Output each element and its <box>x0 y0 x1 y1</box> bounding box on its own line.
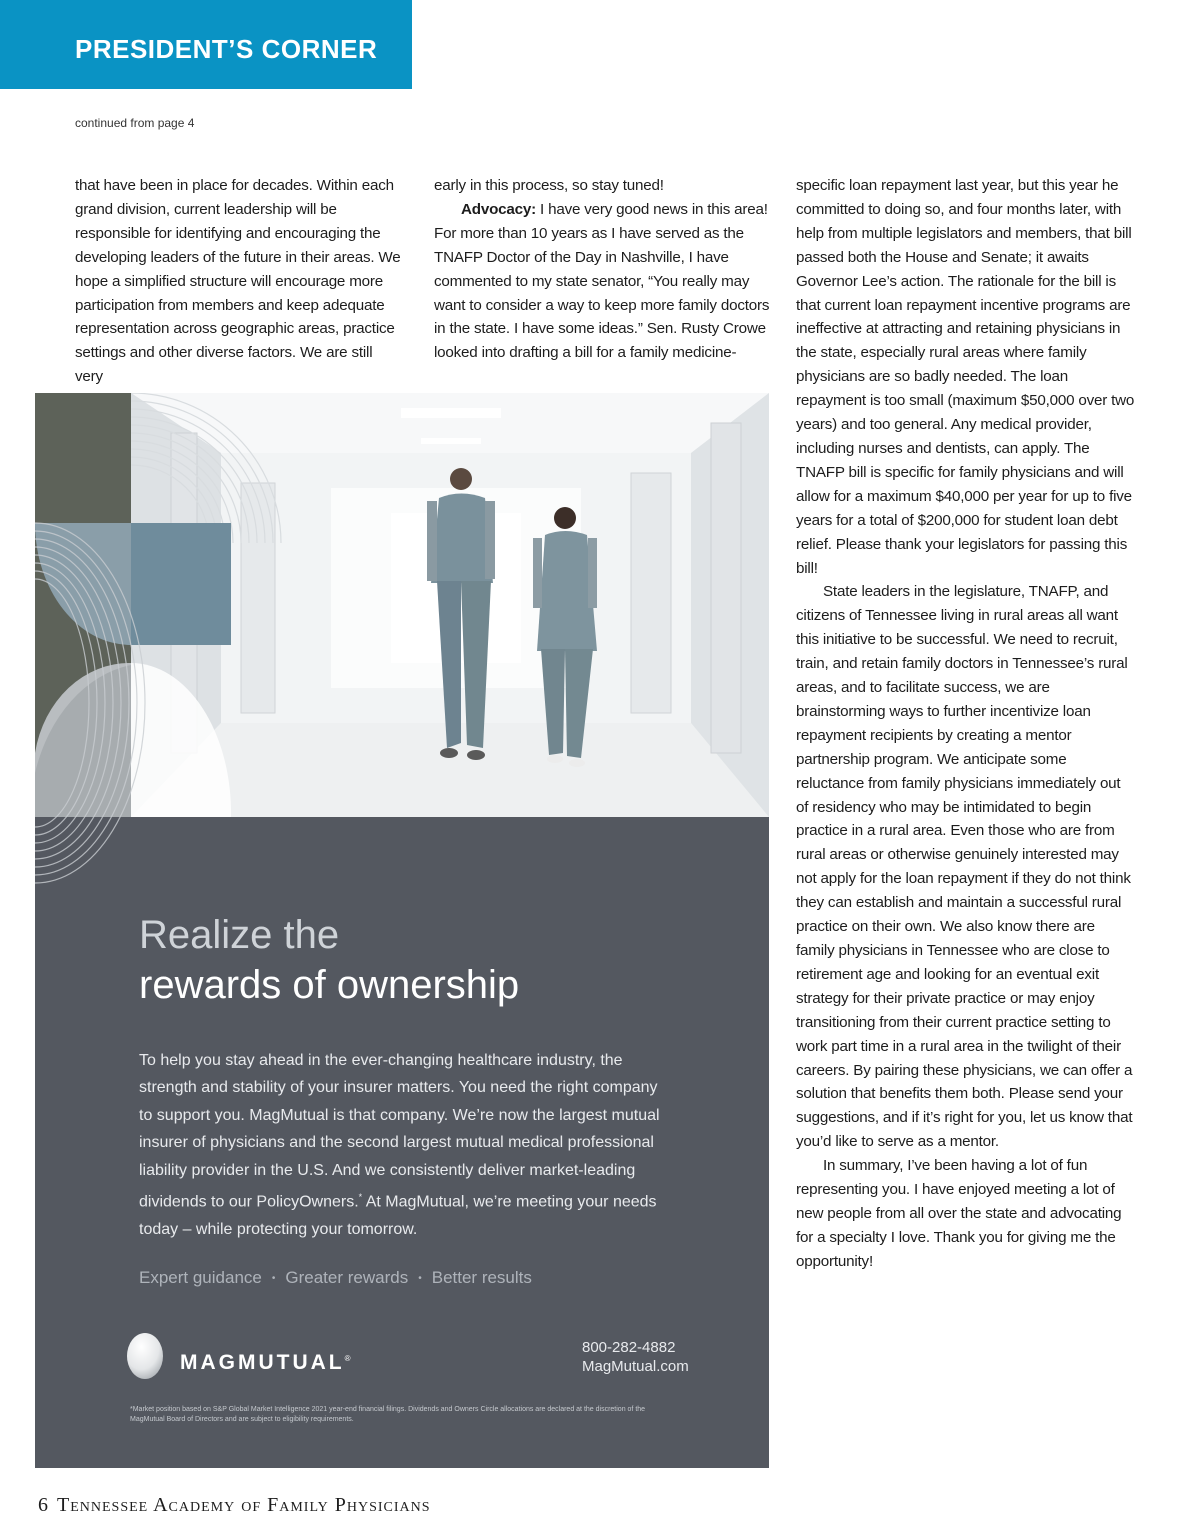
paragraph: early in this process, so stay tuned! <box>434 177 664 194</box>
tagline-item: Expert guidance <box>139 1268 262 1287</box>
article-column-2 <box>434 174 770 365</box>
magmutual-egg-logo-icon <box>125 1328 165 1380</box>
section-header-tab <box>0 0 412 89</box>
bullet-separator: • <box>418 1273 422 1285</box>
paragraph: State leaders in the legislature, TNAFP, and citizens of Tennessee living in rural areas all want this initiative to be successful. We need to recruit, train, and retain family doctors in Tennessee’s rural areas, and to facilitate success, we are brainstorming ways to further incentivize loan repayment recipients by creating a mentor partnership program. We anticipate some reluctance from family physicians immediately out of residency who may be intimidated to begin practice in a rural area. Even those who are from rural areas or otherwise genuinely interested may not apply for the loan repayment if they do not think they can establish and maintain a successful rural practice on their own. We also know there are family physicians in Tennessee who are close to retirement age and looking for an eventual exit strategy for their private practice or may enjoy transitioning from their current practice setting to work part time in a rural area in the twilight of their careers. By pairing these physicians, we can offer a solution that benefits them both. Please send your suggestions, and if it’s right for you, let us know that you’d like to serve as a mentor. <box>796 583 1133 1151</box>
advocacy-lead: Advocacy: <box>461 200 537 218</box>
ad-headline-line-1: Realize the <box>139 913 340 957</box>
ad-tagline <box>139 1268 532 1288</box>
magmutual-wordmark <box>180 1351 351 1375</box>
publication-name: Tennessee Academy of Family Physicians <box>57 1494 431 1516</box>
tagline-item: Better results <box>431 1268 532 1287</box>
wordmark-text: MAGMUTUAL <box>180 1351 345 1374</box>
ad-headline-line-2: rewards of ownership <box>139 963 520 1007</box>
ad-website-link[interactable]: MagMutual.com <box>582 1358 689 1375</box>
paragraph-advocacy <box>434 198 770 365</box>
continued-note: continued from page 4 <box>75 116 195 130</box>
ad-body-copy <box>139 1047 669 1243</box>
magmutual-advertisement[interactable] <box>35 393 769 1468</box>
page-number: 6 <box>38 1494 49 1516</box>
tagline-item: Greater rewards <box>285 1268 409 1287</box>
article-column-3 <box>796 174 1136 1274</box>
ad-phone-number[interactable]: 800-282-4882 <box>582 1339 676 1356</box>
bullet-separator: • <box>271 1273 276 1285</box>
ad-body-part-1: To help you stay ahead in the ever-changing healthcare industry, the strength and stability of your insurer matters. You need the right company to support you. MagMutual is that company. We’re now the largest mutual insurer of physicians and the second largest mutual medical professional liability provider in the U.S. And we consistently deliver market-leading dividends to our PolicyOwners. <box>139 1052 660 1211</box>
registered-mark: ® <box>344 1354 351 1363</box>
page-footer <box>38 1494 431 1517</box>
article-column-1 <box>75 174 403 389</box>
footnote-mark: * <box>358 1192 363 1203</box>
section-title: PRESIDENT’S CORNER <box>75 34 378 64</box>
paragraph: specific loan repayment last year, but this year he committed to doing so, and four months later, with help from multiple legislators and members, that bill passed both the House and Senate; it awaits Governor Lee’s action. The rationale for the bill is that current loan repayment incentive programs are ineffective at attracting and retaining physicians in the state, especially rural areas where family physicians are so badly needed. The loan repayment is too small (maximum $50,000 over two years) and too general. Any medical provider, including nurses and dentists, can apply. The TNAFP bill is specific for family physicians and will allow for a maximum $40,000 per year for up to five years for a total of $200,000 for student loan debt relief. Please thank your legislators for passing this bill! <box>796 177 1135 577</box>
ad-body-part-2: At MagMutual, we’re meeting your needs today – while protecting your tomorrow. <box>139 1193 657 1238</box>
advocacy-text: I have very good news in this area! For more than 10 years as I have served as the TNAFP Doctor of the Day in Nashville, I have commented to my state senator, “You really may want to consider a way to keep more family doctors in the state. I have some ideas.” Sen. Rusty Crowe looked into drafting a bill for a family medicine- <box>434 200 770 362</box>
paragraph: that have been in place for decades. Within each grand division, current leadership will be responsible for identifying and encouraging the developing leaders of the future in their areas. We hope a simplified structure will encourage more participation from members and keep adequate representation across geographic areas, practice settings and other diverse factors. We are still very <box>75 177 401 386</box>
ad-fine-print: *Market position based on S&P Global Market Intelligence 2021 year-end financial filings. Dividends and Owners Circle allocations are declared at the discretion of the MagMutual Board of Directors and are subject to eligibility requirements. <box>130 1406 646 1423</box>
paragraph: In summary, I’ve been having a lot of fun representing you. I have enjoyed meeting a lot of new people from all over the state and advocating for a specialty I love. Thank you for giving me the opportunity! <box>796 1157 1122 1270</box>
